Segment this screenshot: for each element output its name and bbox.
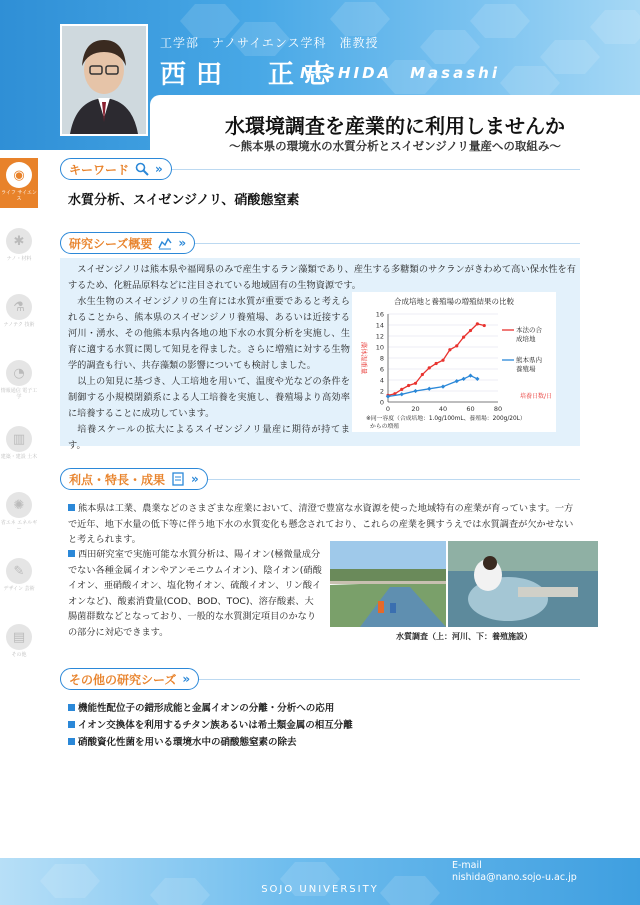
y-tick-label: 16 — [375, 310, 384, 319]
bullet-icon — [68, 704, 75, 711]
x-tick-label: 80 — [493, 405, 503, 413]
sidebar-item-architecture[interactable] — [0, 422, 38, 472]
data-point — [469, 329, 472, 332]
page-title: 水環境調査を産業的に利用しませんか — [225, 114, 565, 138]
y-tick-label: 0 — [379, 398, 384, 407]
data-point — [476, 322, 479, 325]
sidebar-item-nano-material[interactable] — [0, 224, 38, 274]
building-icon: ▥ — [6, 426, 32, 452]
chart-title: 合成培地と養殖場の増殖結果の比較 — [394, 297, 514, 306]
other-seed-item: イオン交換体を利用するチタン族あるいは希土類金属の相互分離 — [68, 717, 353, 731]
email-label: E-mail — [452, 860, 482, 871]
data-point — [448, 348, 451, 351]
gear-icon: ✱ — [6, 228, 32, 254]
legend-label: 養殖場 — [516, 365, 536, 373]
legend-label: 成培地 — [516, 335, 536, 343]
sidebar-item-life-science[interactable] — [0, 158, 38, 208]
y-tick-label: 8 — [379, 354, 384, 363]
x-axis-label: 培養日数/日 — [519, 393, 552, 400]
chevron-right-icon: » — [178, 236, 187, 250]
sidebar-item-design[interactable] — [0, 554, 38, 604]
y-tick-label: 10 — [375, 343, 384, 352]
data-point — [400, 392, 404, 396]
magnifier-icon — [135, 162, 149, 176]
data-point — [421, 373, 424, 376]
category-sidebar — [0, 150, 38, 710]
flask-icon: ⚗ — [6, 294, 32, 320]
merit-text: 西田研究室で実施可能な水質分析は、陽イオン(極微量成分でない各種金属イオンやアンモニウムイオン)、陰イオン(硝酸イオン、亜硝酸イオン、塩化物イオン、硫酸イオン、リン酸イオンなど)、酸素消費量(COD、BOD、TOC)、溶存酸素、大腸菌群数などとなっており、一般的な水質測定項目のかなりの部分に対応できます。 — [68, 549, 322, 638]
sidebar-item-label: ライフ サイエンス — [1, 190, 37, 202]
data-point — [413, 389, 417, 393]
data-point — [428, 366, 431, 369]
bulb-icon: ✺ — [6, 492, 32, 518]
chart-note: からの増殖 — [370, 424, 399, 430]
section-title: 研究シーズ概要 — [69, 236, 153, 251]
x-tick-label: 40 — [438, 405, 448, 413]
globe-icon: ◉ — [6, 162, 32, 188]
sidebar-item-label: その他 — [11, 652, 27, 658]
x-tick-label: 60 — [466, 405, 475, 413]
y-tick-label: 14 — [375, 321, 384, 330]
data-point — [475, 377, 479, 381]
sidebar-item-energy[interactable] — [0, 488, 38, 538]
legend-label: 本法の合 — [516, 326, 542, 334]
y-tick-label: 4 — [379, 376, 384, 385]
section-keyword — [60, 158, 172, 180]
name-japanese: 西田 正志 — [160, 60, 341, 90]
data-point — [468, 373, 472, 377]
data-point — [441, 359, 444, 362]
portrait-photo — [60, 24, 148, 136]
bullet-icon — [68, 721, 75, 728]
sidebar-item-label: 省エネ エネルギー — [0, 520, 38, 532]
x-tick-label: 0 — [385, 405, 391, 413]
merit-item-2 — [68, 547, 322, 640]
data-point — [455, 344, 458, 347]
data-point — [414, 382, 417, 385]
river-photo — [330, 541, 446, 627]
section-title: その他の研究シーズ — [69, 672, 177, 687]
sidebar-item-nanotech[interactable] — [0, 290, 38, 340]
data-point — [400, 388, 403, 391]
chevron-right-icon: » — [191, 472, 199, 486]
sidebar-item-label: デザイン 芸術 — [3, 586, 35, 592]
document-icon — [171, 472, 185, 486]
data-point — [483, 324, 486, 327]
chevron-right-icon: » — [182, 672, 191, 686]
sidebar-item-label: 建築・建設 土木 — [0, 454, 38, 460]
data-point — [462, 377, 466, 381]
pen-icon: ✎ — [6, 558, 32, 584]
document-icon: ▤ — [6, 624, 32, 650]
other-seed-item: 機能性配位子の錯形成能と金属イオンの分離・分析への応用 — [68, 700, 334, 714]
series-line — [388, 324, 484, 396]
data-point — [462, 336, 465, 339]
sidebar-item-label: ナノテク 技術 — [3, 322, 35, 328]
photo-caption: 水質調査（上：河川、下：養殖施設） — [396, 632, 532, 641]
chart-icon — [158, 236, 172, 250]
sidebar-item-label: ナノ・材料 — [6, 256, 32, 262]
sidebar-item-ict[interactable] — [0, 356, 38, 406]
page-subtitle: ～熊本県の環境水の水質分析とスイゼンジノリ量産への取組み～ — [229, 139, 561, 153]
legend-label: 熊本県内 — [516, 356, 542, 364]
growth-chart — [352, 292, 556, 432]
university-name: SOJO UNIVERSITY — [261, 884, 379, 895]
email-link[interactable]: nishida@nano.sojo-u.ac.jp — [452, 872, 577, 883]
section-seeds — [60, 232, 195, 254]
data-point — [441, 384, 445, 388]
bullet-icon — [68, 550, 75, 557]
bullet-icon — [68, 504, 75, 511]
sidebar-item-label: 情報通信 電子工学 — [0, 388, 38, 400]
cultivation-facility-photo — [448, 541, 598, 627]
seeds-paragraph-1: スイゼンジノリは熊本県や福岡県のみで産生するラン藻類であり、産生する多糖類のサクランがきわめて高い保水性を有するため、化粧品原料などに注目されている地域固有の生物資源です。 — [68, 264, 576, 291]
keyword-text: 水質分析、スイゼンジノリ、硝酸態窒素 — [68, 193, 300, 208]
sidebar-item-other[interactable] — [0, 620, 38, 670]
y-tick-label: 12 — [375, 332, 384, 341]
chart-note: ※同一容度（合成培地：1.0g/100mL、養殖場：200g/20L） — [366, 416, 526, 422]
merit-text: 熊本県は工業、農業などのさまざまな産業において、清澄で豊富な水資源を使った地域特有の産業が育っています。一方で近年、地下水量の低下等に伴う地下水の水質変化も懸念されており、これらの産業を興すうえでは水質調査が欠かせないと考えられます。 — [68, 503, 574, 545]
data-point — [435, 362, 438, 365]
name-english: NISHIDA Masashi — [300, 64, 500, 82]
chevron-right-icon: » — [155, 162, 163, 176]
section-merits — [60, 468, 208, 490]
data-point — [407, 384, 410, 387]
data-point — [455, 379, 459, 383]
affiliation: 工学部 ナノサイエンス学科 准教授 — [160, 36, 379, 50]
other-seed-item: 硝酸資化性菌を用いる環境水中の硝酸態窒素の除去 — [68, 734, 297, 748]
y-tick-label: 6 — [379, 365, 384, 374]
y-axis-label: 藻体湿重量 — [360, 341, 368, 375]
satellite-icon: ◔ — [6, 360, 32, 386]
bullet-icon — [68, 738, 75, 745]
section-title: キーワード — [69, 162, 130, 177]
section-other-seeds — [60, 668, 199, 690]
seeds-paragraph-2: 水生生物のスイゼンジノリの生育には水質が重要であると考えられることから、熊本県のスイゼンジノリ養殖場、あるいは近接する河川・湧水、その他熊本県内各地の地下水の水質分析を実施し、生育に適する水質に関して知見を得ました。さらに増殖に対する生物学的調査も行い、共存藻類の影響についても検討しました。 以上の知見に基づき、人工培地を用いて、温度や光などの条件を制御する小規模閉鎖系による人工培養を実施し、養殖場より高効率に培養することに成功しています。 培養スケールの拡大によるスイゼンジノリ量産に期待が持てます。 — [68, 296, 350, 451]
x-tick-label: 20 — [411, 405, 420, 413]
section-title: 利点・特長・成果 — [69, 472, 166, 487]
y-tick-label: 2 — [379, 387, 384, 396]
data-point — [427, 387, 431, 391]
